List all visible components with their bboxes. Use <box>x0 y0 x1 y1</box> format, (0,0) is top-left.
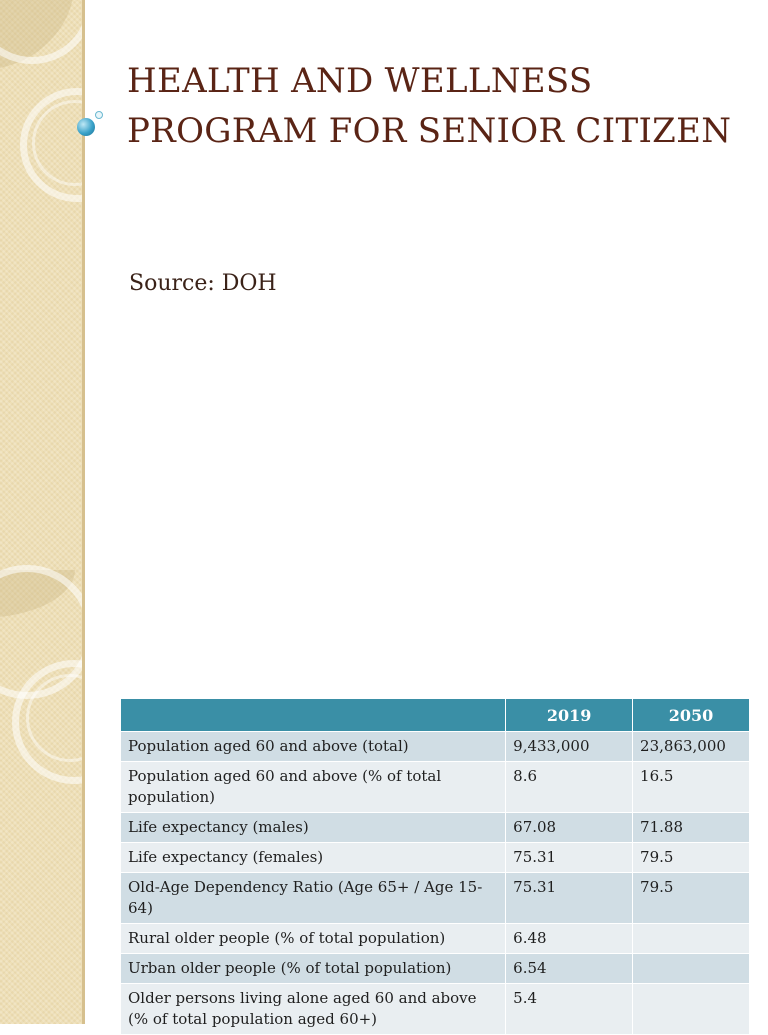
slide-title <box>127 56 747 156</box>
value-2019: 75.31 <box>506 873 633 924</box>
row-label: Older persons living alone aged 60 and above (% of total population aged 60+) <box>121 984 506 1035</box>
statistics-table <box>120 698 750 1035</box>
value-2019: 8.6 <box>506 762 633 813</box>
slide-title-line-1: HEALTH AND WELLNESS <box>127 61 593 101</box>
table-header-row <box>121 699 750 732</box>
table-row <box>121 984 750 1035</box>
value-2019: 9,433,000 <box>506 732 633 762</box>
row-label: Old-Age Dependency Ratio (Age 65+ / Age 15-64) <box>121 873 506 924</box>
table-row <box>121 924 750 954</box>
row-label: Population aged 60 and above (total) <box>121 732 506 762</box>
table-row <box>121 762 750 813</box>
slide-title-line-2: PROGRAM FOR SENIOR CITIZEN <box>127 111 732 151</box>
sidebar-ring <box>0 0 84 64</box>
value-2050: 23,863,000 <box>633 732 750 762</box>
row-label: Population aged 60 and above (% of total population) <box>121 762 506 813</box>
sidebar-edge <box>82 0 85 1024</box>
decorative-sidebar <box>0 0 84 1024</box>
row-label: Rural older people (% of total population) <box>121 924 506 954</box>
table-row <box>121 873 750 924</box>
table-row <box>121 954 750 984</box>
table-row <box>121 732 750 762</box>
value-2050: 71.88 <box>633 813 750 843</box>
header-cell-2019: 2019 <box>506 699 633 732</box>
value-2019: 75.31 <box>506 843 633 873</box>
row-label: Life expectancy (females) <box>121 843 506 873</box>
slide-subtitle: Source: DOH <box>129 271 277 296</box>
value-2050: 79.5 <box>633 843 750 873</box>
value-2019: 67.08 <box>506 813 633 843</box>
value-2050 <box>633 954 750 984</box>
value-2019: 6.48 <box>506 924 633 954</box>
bullet-orb-icon <box>77 118 95 136</box>
row-label: Urban older people (% of total population) <box>121 954 506 984</box>
value-2050: 79.5 <box>633 873 750 924</box>
table-row <box>121 843 750 873</box>
value-2019: 6.54 <box>506 954 633 984</box>
header-cell-2050: 2050 <box>633 699 750 732</box>
row-label: Life expectancy (males) <box>121 813 506 843</box>
value-2050 <box>633 924 750 954</box>
value-2050 <box>633 984 750 1035</box>
table-row <box>121 813 750 843</box>
header-cell-label <box>121 699 506 732</box>
value-2019: 5.4 <box>506 984 633 1035</box>
bullet-small-circle-icon <box>95 111 103 119</box>
value-2050: 16.5 <box>633 762 750 813</box>
